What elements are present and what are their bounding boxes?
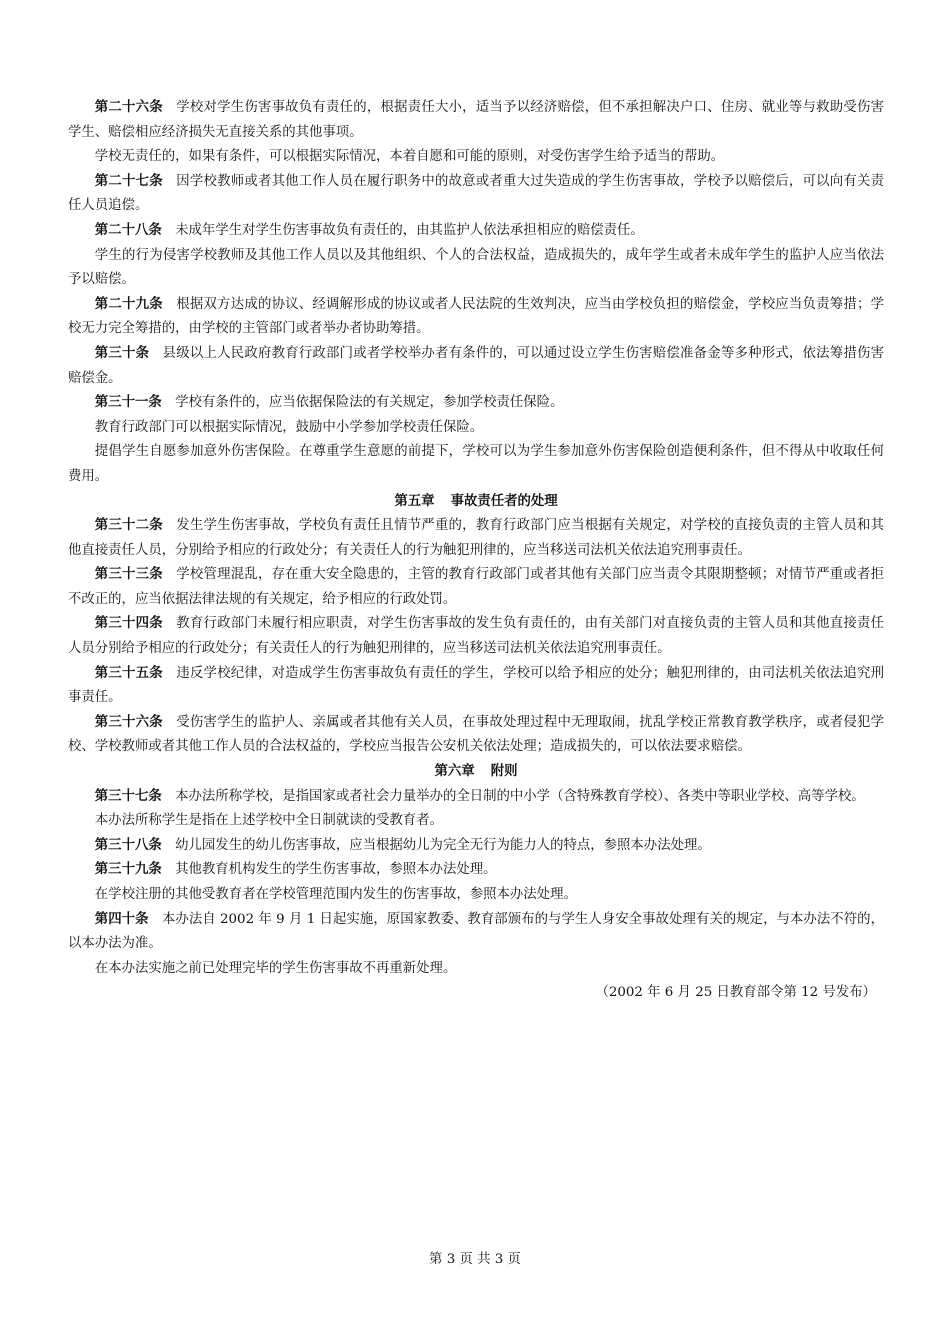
article-paragraph: [68, 785, 884, 810]
article-paragraph: [68, 662, 884, 711]
paragraph-text: 受伤害学生的监护人、亲属或者其他有关人员，在事故处理过程中无理取闹，扰乱学校正常教育教学秩序，或者侵犯学校、学校教师或者其他工作人员的合法权益的，学校应当报告公安机关依法处理；造成损失的，可以依法要求赔偿。: [68, 714, 885, 755]
article-number: 第二十七条: [94, 173, 163, 189]
paragraph-text: 学校管理混乱，存在重大安全隐患的，主管的教育行政部门或者其他有关部门应当责令其限期整顿；对情节严重或者拒不改正的，应当依据法律法规的有关规定，给予相应的行政处罚。: [68, 567, 885, 607]
article-number: 第三十七条: [94, 788, 162, 804]
chapter-number: 第五章: [394, 493, 435, 509]
article-paragraph: [68, 391, 884, 416]
article-number: 第二十八条: [94, 222, 162, 238]
article-number: 第三十五条: [94, 665, 163, 681]
paragraph-text: 学校对学生伤害事故负有责任的，根据责任大小，适当予以经济赔偿，但不承担解决户口、住房、就业等与救助受伤害学生、赔偿相应经济损失无直接关系的其他事项。: [68, 100, 885, 140]
page-number-footer: 第 3 页 共 3 页: [429, 1252, 521, 1267]
paragraph-text: 本办法自 2002 年 9 月 1 日起实施，原国家教委、教育部颁布的与学生人身安全事故处理有关的规定，与本办法不符的，以本办法为准。: [68, 911, 884, 952]
paragraph-text: 发生学生伤害事故，学校负有责任且情节严重的，教育行政部门应当根据有关规定，对学校的直接负责的主管人员和其他直接责任人员，分别给予相应的行政处分；有关责任人的行为触犯刑律的，应当移送司法机关依法追究刑事责任。: [68, 518, 885, 558]
chapter-heading: [68, 490, 884, 515]
chapter-number: 第六章: [434, 764, 475, 780]
article-paragraph: [68, 711, 884, 760]
paragraph-text: 学校无责任的，如果有条件，可以根据实际情况，本着自愿和可能的原则，对受伤害学生给予适当的帮助。: [94, 149, 725, 165]
article-number: 第二十九条: [94, 296, 163, 312]
paragraph: [68, 145, 884, 170]
paragraph-text: 在本办法实施之前已处理完毕的学生伤害事故不再重新处理。: [94, 960, 457, 976]
article-number: 第三十条: [94, 345, 150, 361]
article-paragraph: [68, 170, 884, 219]
article-number: 第四十条: [94, 911, 149, 927]
paragraph-text: 县级以上人民政府教育行政部门或者学校举办者有条件的，可以通过设立学生伤害赔偿准备金等多种形式，依法筹措伤害赔偿金。: [68, 345, 885, 386]
article-paragraph: [68, 908, 884, 957]
issuance-note: （2002 年 6 月 25 日教育部令第 12 号发布）: [595, 985, 876, 1001]
paragraph: [68, 440, 884, 489]
document-body: [68, 96, 884, 1006]
paragraph: [68, 957, 884, 982]
chapter-heading: [68, 760, 884, 785]
paragraph-text: 根据双方达成的协议、经调解形成的协议或者人民法院的生效判决，应当由学校负担的赔偿金，学校应当负责筹措；学校无力完全筹措的，由学校的主管部门或者举办者协助筹措。: [68, 296, 885, 337]
paragraph-text: 教育行政部门未履行相应职责，对学生伤害事故的发生负有责任的，由有关部门对直接负责的主管人员和其他直接责任人员分别给予相应的行政处分；有关责任人的行为触犯刑律的，应当移送司法机关依法追究刑事责任。: [68, 616, 885, 657]
article-paragraph: [68, 612, 884, 661]
article-paragraph: [68, 219, 884, 244]
article-paragraph: [68, 342, 884, 391]
article-number: 第三十二条: [94, 518, 163, 534]
article-paragraph: [68, 563, 884, 612]
chapter-title: 附则: [490, 764, 518, 780]
article-paragraph: [68, 96, 884, 145]
paragraph-text: 违反学校纪律，对造成学生伤害事故负有责任的学生，学校可以给予相应的处分；触犯刑律的，由司法机关依法追究刑事责任。: [68, 665, 885, 706]
article-paragraph: [68, 834, 884, 859]
paragraph-text: 提倡学生自愿参加意外伤害保险。在尊重学生意愿的前提下，学校可以为学生参加意外伤害保险创造便利条件，但不得从中收取任何费用。: [68, 444, 884, 484]
paragraph: [68, 809, 884, 834]
paragraph-text: 本办法所称学校，是指国家或者社会力量举办的全日制的中小学（含特殊教育学校）、各类中等职业学校、高等学校。: [175, 788, 865, 804]
article-number: 第三十一条: [94, 395, 162, 411]
article-paragraph: [68, 858, 884, 883]
article-number: 第三十三条: [94, 567, 163, 583]
paragraph-text: 本办法所称学生是指在上述学校中全日制就读的受教育者。: [94, 813, 443, 829]
paragraph-text: 其他教育机构发生的学生伤害事故，参照本办法处理。: [175, 862, 497, 878]
article-paragraph: [68, 514, 884, 563]
paragraph-text: 因学校教师或者其他工作人员在履行职务中的故意或者重大过失造成的学生伤害事故，学校予以赔偿后，可以向有关责任人员追偿。: [68, 173, 885, 214]
article-number: 第三十八条: [94, 837, 162, 853]
paragraph-text: 幼儿园发生的幼儿伤害事故，应当根据幼儿为完全无行为能力人的特点，参照本办法处理。: [175, 837, 711, 853]
article-number: 第二十六条: [94, 100, 163, 115]
article-number: 第三十九条: [94, 862, 162, 878]
paragraph-text: 教育行政部门可以根据实际情况，鼓励中小学参加学校责任保险。: [94, 419, 484, 435]
article-paragraph: [68, 293, 884, 342]
paragraph-text: 在学校注册的其他受教育者在学校管理范围内发生的伤害事故，参照本办法处理。: [94, 887, 577, 902]
paragraph-text: 学校有条件的，应当依据保险法的有关规定，参加学校责任保险。: [175, 395, 564, 411]
paragraph: [68, 883, 884, 908]
paragraph-text: 未成年学生对学生伤害事故负有责任的，由其监护人依法承担相应的赔偿责任。: [175, 222, 644, 238]
article-number: 第三十四条: [94, 616, 163, 632]
paragraph-text: 学生的行为侵害学校教师及其他工作人员以及其他组织、个人的合法权益，造成损失的，成年学生或者未成年学生的监护人应当依法予以赔偿。: [68, 247, 884, 288]
paragraph: [68, 244, 884, 293]
chapter-title: 事故责任者的处理: [450, 493, 558, 509]
article-number: 第三十六条: [94, 714, 163, 730]
paragraph: [68, 416, 884, 441]
